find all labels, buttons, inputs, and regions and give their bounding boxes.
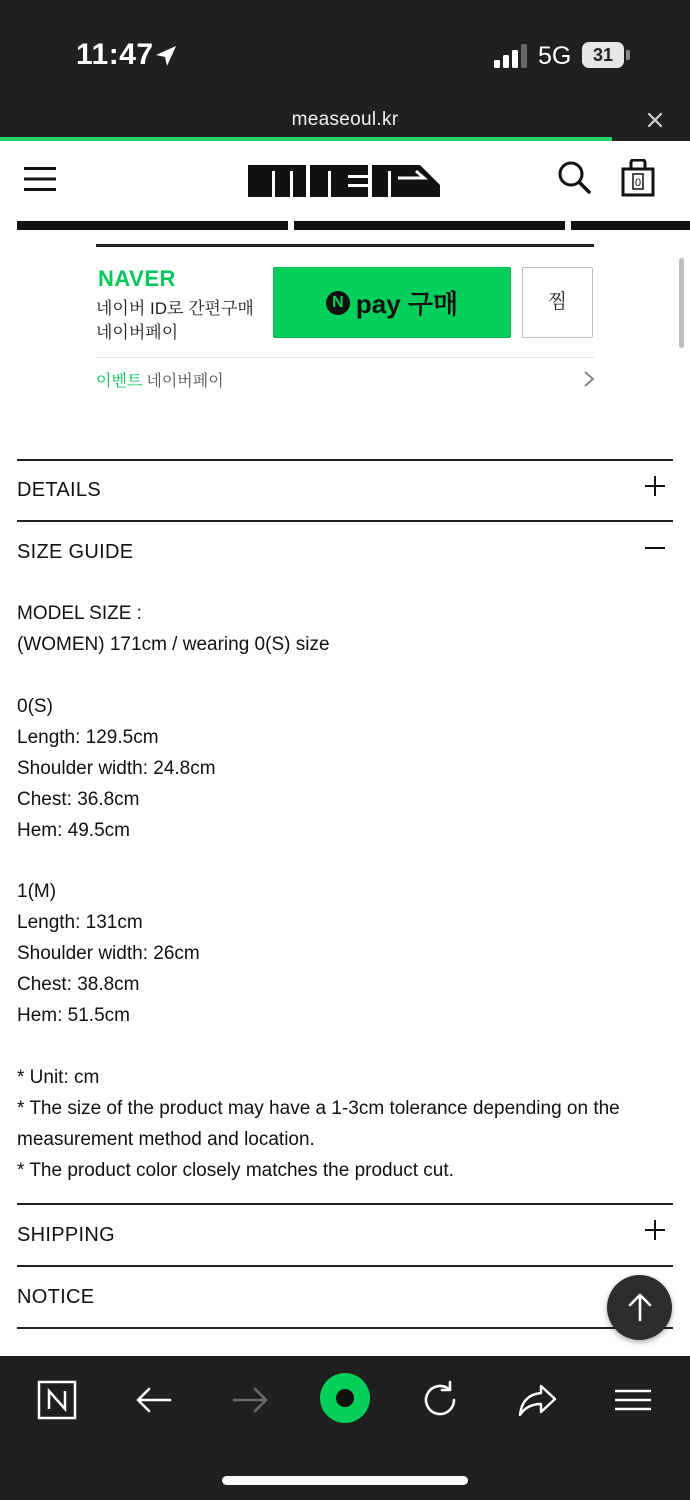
accordion-notice-title[interactable]: NOTICE [17,1286,95,1308]
plus-icon[interactable] [642,1217,668,1243]
size-guide-line: Chest: 38.8cm [17,974,140,995]
naverpay-top-rule [96,244,594,247]
size-guide-line: * The size of the product may have a 1-3cm tolerance depending on the [17,1098,620,1119]
plus-icon[interactable] [642,473,668,499]
cellular-signal-icon [494,44,528,68]
naver-n-icon[interactable] [35,1378,79,1422]
divider [17,1327,673,1329]
divider [17,1265,673,1267]
naverpay-divider [96,357,594,358]
search-icon[interactable] [556,159,592,195]
size-guide-line: Length: 129.5cm [17,727,159,748]
url-bar[interactable] [0,100,690,141]
status-bar [0,0,690,100]
battery-icon [582,42,630,68]
size-guide-line: Shoulder width: 26cm [17,943,200,964]
share-icon[interactable] [515,1378,559,1422]
divider [17,459,673,461]
shopping-bag-icon[interactable] [620,159,656,197]
close-icon[interactable] [644,109,666,131]
hamburger-menu-icon[interactable] [24,165,56,193]
arrow-up-icon [625,1291,655,1323]
green-dot-icon[interactable] [319,1372,371,1424]
naverpay-n-icon: N [326,291,350,315]
reload-icon[interactable] [418,1378,462,1422]
size-guide-line: * Unit: cm [17,1067,100,1088]
event-tag: 이벤트 [96,373,143,390]
size-guide-line: Chest: 36.8cm [17,789,140,810]
accordion-size-guide-title[interactable]: SIZE GUIDE [17,541,134,563]
size-guide-line: measurement method and location. [17,1129,315,1150]
accordion-details-title[interactable]: DETAILS [17,479,101,501]
size-guide-line: Hem: 49.5cm [17,820,130,841]
network-type: 5G [538,42,572,70]
scroll-to-top-button[interactable] [607,1275,672,1340]
url-text[interactable]: measeoul.kr [291,109,399,130]
location-arrow-icon [152,42,180,70]
status-time: 11:47 [76,38,154,71]
battery-level: 31 [582,42,624,68]
category-tab-strip [17,221,690,230]
size-guide-line: (WOMEN) 171cm / wearing 0(S) size [17,634,330,655]
minus-icon[interactable] [642,535,668,561]
naverpay-event-link[interactable] [96,368,224,391]
size-guide-line: * The product color closely matches the product cut. [17,1160,454,1181]
cart-count: 0 [634,177,642,189]
wishlist-button[interactable]: 찜 [522,267,593,338]
menu-icon[interactable] [611,1378,655,1422]
naver-brand: NAVER [98,266,176,291]
back-arrow-icon[interactable] [132,1378,176,1422]
size-guide-line: 1(M) [17,881,57,902]
forward-arrow-icon[interactable] [228,1378,272,1422]
event-text: 네이버페이 [146,373,224,390]
naverpay-description: 네이버 ID로 간편구매 [96,299,254,318]
naverpay-buy-label: pay 구매 [355,289,459,319]
mea-logo[interactable] [248,165,440,197]
size-guide-line: Hem: 51.5cm [17,1005,130,1026]
size-guide-line: 0(S) [17,696,53,717]
naverpay-buy-button[interactable] [273,267,511,338]
size-guide-line: MODEL SIZE : [17,603,142,624]
scrollbar-thumb[interactable] [679,258,684,348]
size-guide-line: Shoulder width: 24.8cm [17,758,216,779]
divider [17,1203,673,1205]
chevron-right-icon[interactable] [580,369,598,389]
naverpay-subtitle: 네이버페이 [96,323,179,342]
size-guide-line: Length: 131cm [17,912,143,933]
browser-toolbar [0,1356,690,1500]
divider [17,520,673,522]
site-header [0,141,690,221]
accordion-shipping-title[interactable]: SHIPPING [17,1224,115,1246]
home-indicator[interactable] [222,1476,468,1485]
